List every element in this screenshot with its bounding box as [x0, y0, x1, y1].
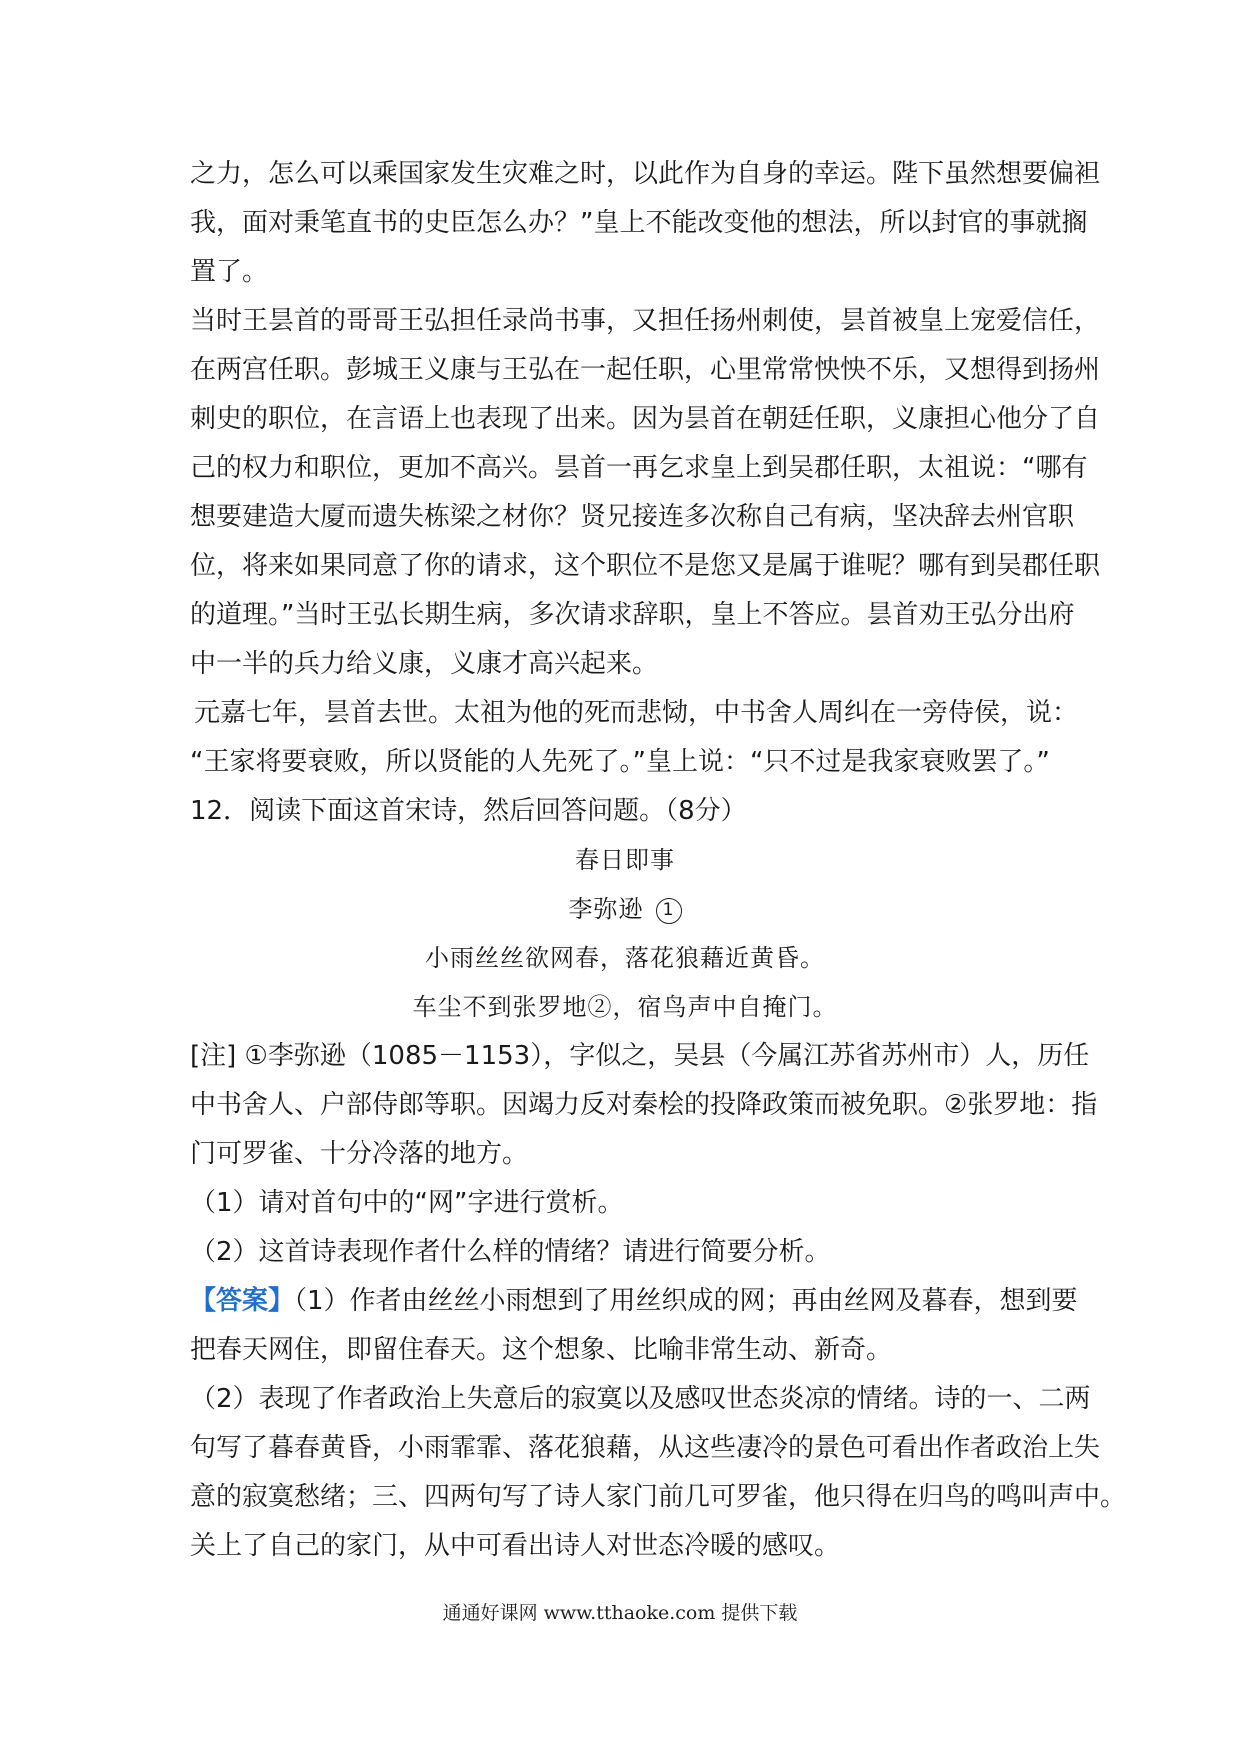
sub-questions [190, 1179, 1060, 1277]
poem-title: 春日即事 [575, 846, 675, 874]
note-line: 门可罗雀、十分冷落的地方。 [190, 1139, 529, 1169]
answer-first-line [190, 1277, 1078, 1326]
text-line: 我，面对秉笔直书的史臣怎么办？”皇上不能改变他的想法，所以封官的事就搁 [190, 208, 1088, 238]
poem-line: 小雨丝丝欲网春，落花狼藉近黄昏。 [425, 944, 825, 972]
footnote-marker-1: 1 [656, 898, 682, 924]
poem-notes [190, 1032, 1098, 1179]
text-line: 想要建造大厦而遗失栋梁之材你？贤兄接连多次称自己有病，坚决辞去州官职 [190, 502, 1075, 532]
document-body [190, 150, 1127, 1571]
answer-text: （1）作者由丝丝小雨想到了用丝织成的网；再由丝网及暮春，想到要 [294, 1286, 1078, 1316]
answer-tag: 【答案】 [190, 1286, 295, 1316]
text-line: “王家将要衰败，所以贤能的人先死了。”皇上说：“只不过是我家衰败罢了。” [190, 747, 1050, 777]
question-heading [190, 787, 1060, 836]
text-line: 元嘉七年，昙首去世。太祖为他的死而悲恸，中书舍人周纠在一旁侍侯，说： [194, 698, 1079, 728]
translation-paragraph-3 [190, 689, 1079, 787]
sub-question-2: （2）这首诗表现作者什么样的情绪？请进行简要分析。 [190, 1237, 831, 1267]
note-line: [注] ①李弥逊（1085－1153），字似之，吴县（今属江苏省苏州市）人，历任 [190, 1041, 1090, 1071]
text-line: 之力，怎么可以乘国家发生灾难之时，以此作为自身的幸运。陛下虽然想要偏袒 [190, 159, 1101, 189]
translation-paragraph-1 [190, 150, 1101, 297]
answer-part-1 [190, 1277, 1078, 1375]
answer-line: 句写了暮春黄昏，小雨霏霏、落花狼藉，从这些凄冷的景色可看出作者政治上失 [190, 1433, 1101, 1463]
text-line: 己的权力和职位，更加不高兴。昙首一再乞求皇上到吴郡任职，太祖说：“哪有 [190, 453, 1088, 483]
text-line: 的道理。”当时王弘长期生病，多次请求辞职，皇上不答应。昙首劝王弘分出府 [190, 600, 1075, 630]
poem [190, 836, 1060, 1032]
note-line: 中书舍人、户部侍郎等职。因竭力反对秦桧的投降政策而被免职。②张罗地：指 [190, 1090, 1098, 1120]
text-line: 置了。 [190, 257, 269, 287]
answer-line: 意的寂寞愁绪；三、四两句写了诗人家门前几可罗雀，他只得在归鸟的鸣叫声中。 [190, 1482, 1127, 1512]
poem-author: 李弥逊 [568, 895, 644, 923]
translation-paragraph-2 [190, 297, 1101, 689]
answer-line: （2）表现了作者政治上失意后的寂寞以及感叹世态炎凉的情绪。诗的一、二两 [190, 1384, 1091, 1414]
page-footer: 通通好课网 www.tthaoke.com 提供下载 [442, 1602, 798, 1624]
question-title: 12．阅读下面这首宋诗，然后回答问题。（8分） [190, 796, 747, 826]
text-line: 在两宫任职。彭城王义康与王弘在一起任职，心里常常怏怏不乐，又想得到扬州 [190, 355, 1101, 385]
sub-question-1: （1）请对首句中的“网”字进行赏析。 [190, 1188, 624, 1218]
answer-part-2 [190, 1375, 1127, 1571]
answer-line: 关上了自己的家门，从中可看出诗人对世态冷暖的感叹。 [190, 1531, 841, 1561]
text-line: 中一半的兵力给义康，义康才高兴起来。 [190, 649, 659, 679]
poem-line: 车尘不到张罗地②，宿鸟声中自掩门。 [412, 993, 838, 1021]
answer-line: 把春天网住，即留住春天。这个想象、比喻非常生动、新奇。 [190, 1335, 893, 1365]
text-line: 位，将来如果同意了你的请求，这个职位不是您又是属于谁呢？哪有到吴郡任职 [190, 551, 1101, 581]
text-line: 当时王昙首的哥哥王弘担任录尚书事，又担任扬州刺使，昙首被皇上宠爱信任， [190, 306, 1101, 336]
poem-author-line [190, 885, 1060, 934]
text-line: 刺史的职位，在言语上也表现了出来。因为昙首在朝廷任职，义康担心他分了自 [190, 404, 1101, 434]
